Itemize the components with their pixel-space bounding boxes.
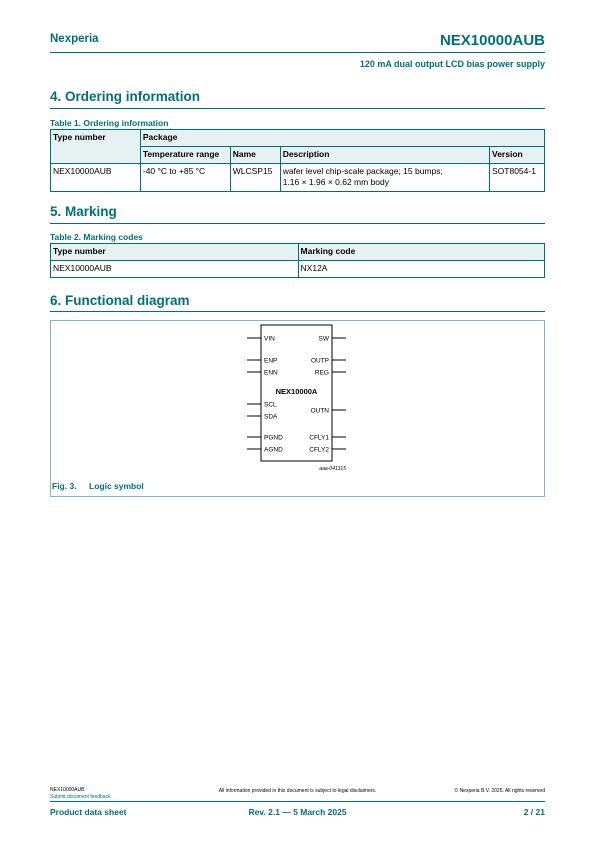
- cell-name: WLCSP15: [230, 164, 280, 192]
- brand-name: Nexperia: [50, 33, 99, 45]
- figure-label: Fig. 3.: [52, 481, 77, 491]
- description-line-1: wafer level chip-scale package; 15 bumps;: [282, 166, 443, 176]
- drawing-id: aaa-041315: [319, 466, 346, 472]
- feedback-link[interactable]: Submit document feedback: [50, 794, 111, 800]
- page-number: 2 / 21: [523, 807, 545, 817]
- pin-label-cfly2: CFLY2: [309, 446, 329, 454]
- cell-type-number: NEX10000AUB: [51, 261, 299, 278]
- pin-label-pgnd: PGND: [264, 434, 283, 442]
- header-name: Name: [230, 147, 280, 164]
- cell-temp-range: -40 °C to +85 °C: [140, 164, 230, 192]
- footer-doc-type: Product data sheet: [50, 807, 127, 817]
- section-title-functional: 6. Functional diagram: [50, 293, 190, 308]
- pin-label-enn: ENN: [264, 369, 278, 377]
- header-marking-code: Marking code: [298, 244, 544, 261]
- cell-marking-code: NX12A: [298, 261, 544, 278]
- footer-copyright: © Nexperia B.V. 2025. All rights reserved: [454, 788, 545, 794]
- header-version: Version: [490, 147, 545, 164]
- section-title-ordering: 4. Ordering information: [50, 89, 201, 104]
- pin-label-scl: SCL: [264, 401, 277, 409]
- header-type-number: Type number: [51, 130, 141, 147]
- description-line-2: 1.16 × 1.96 × 0.62 mm body: [282, 177, 390, 187]
- pin-label-reg: REG: [314, 369, 329, 377]
- footer-revision: Rev. 2.1 — 5 March 2025: [248, 807, 347, 817]
- figure-caption: [52, 481, 144, 491]
- header-package: Package: [140, 130, 544, 147]
- pin-label-sda: SDA: [264, 413, 278, 421]
- footer-divider: [50, 801, 545, 802]
- pin-label-agnd: AGND: [264, 446, 283, 454]
- footer-doc-id: NEX10000AUB: [50, 787, 85, 793]
- document-subtitle: 120 mA dual output LCD bias power supply: [359, 59, 545, 69]
- table-title-ordering: Table 1. Ordering information: [50, 118, 169, 128]
- pin-label-enp: ENP: [264, 357, 278, 365]
- footer-disclaimer: All information provided in this document is subject to legal disclaimers.: [218, 788, 377, 794]
- header-description: Description: [280, 147, 489, 164]
- pin-label-cfly1: CFLY1: [309, 434, 329, 442]
- pin-label-vin: VIN: [264, 335, 275, 343]
- cell-type-number: NEX10000AUB: [51, 164, 141, 192]
- figure-caption-text: Logic symbol: [89, 481, 144, 491]
- part-number: NEX10000AUB: [439, 32, 545, 49]
- pin-label-outn: OUTN: [310, 407, 329, 415]
- header-type-number: Type number: [51, 244, 299, 261]
- pin-label-sw: SW: [318, 335, 329, 343]
- pin-label-outp: OUTP: [310, 357, 329, 365]
- device-label: NEX10000A: [275, 387, 318, 396]
- header-temp-range: Temperature range: [140, 147, 230, 164]
- table-title-marking: Table 2. Marking codes: [50, 232, 143, 242]
- cell-version: SOT8054-1: [490, 164, 545, 192]
- section-title-marking: 5. Marking: [50, 204, 117, 219]
